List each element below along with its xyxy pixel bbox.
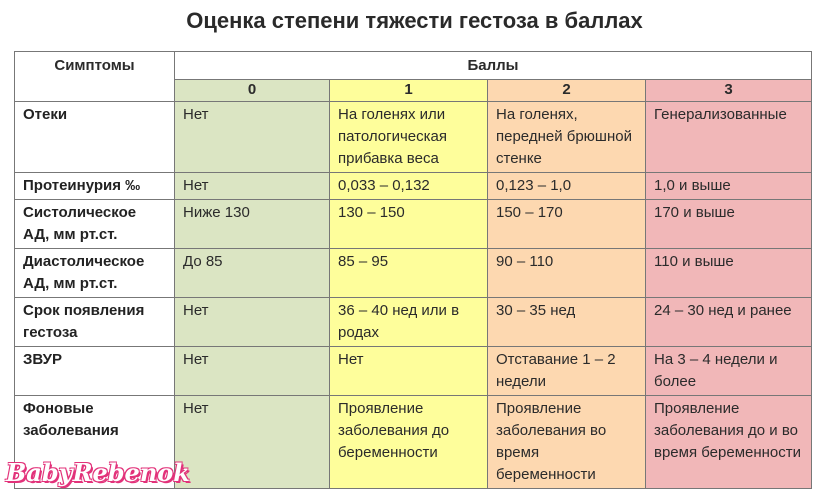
score-3-cell: 170 и выше — [646, 200, 812, 249]
watermark-logo: BabyRebenok — [6, 458, 190, 487]
score-0-cell: Ниже 130 — [175, 200, 330, 249]
header-level-1: 1 — [330, 80, 488, 102]
score-1-cell: Нет — [330, 347, 488, 396]
score-3-cell: 110 и выше — [646, 249, 812, 298]
table-row — [15, 200, 812, 249]
score-3-cell: Проявление заболевания до и во время беременности — [646, 396, 812, 489]
table-row — [15, 102, 812, 173]
score-1-cell: 0,033 – 0,132 — [330, 173, 488, 200]
table-row — [15, 298, 812, 347]
score-0-cell: Нет — [175, 298, 330, 347]
score-2-cell: 30 – 35 нед — [488, 298, 646, 347]
symptom-cell: Диастолическое АД, мм рт.ст. — [15, 249, 175, 298]
score-1-cell: На голенях или патологическая прибавка веса — [330, 102, 488, 173]
score-0-cell: Нет — [175, 396, 330, 489]
score-2-cell: 150 – 170 — [488, 200, 646, 249]
score-2-cell: Отставание 1 – 2 недели — [488, 347, 646, 396]
header-symptoms: Симптомы — [15, 52, 175, 102]
score-3-cell: 24 – 30 нед и ранее — [646, 298, 812, 347]
score-3-cell: На 3 – 4 недели и более — [646, 347, 812, 396]
score-2-cell: На голенях, передней брюшной стенке — [488, 102, 646, 173]
header-level-2: 2 — [488, 80, 646, 102]
header-level-0: 0 — [175, 80, 330, 102]
score-2-cell: 0,123 – 1,0 — [488, 173, 646, 200]
score-3-cell: 1,0 и выше — [646, 173, 812, 200]
score-1-cell: Проявление заболевания до беременности — [330, 396, 488, 489]
score-2-cell: 90 – 110 — [488, 249, 646, 298]
score-3-cell: Генерализованные — [646, 102, 812, 173]
score-0-cell: Нет — [175, 347, 330, 396]
page-title: Оценка степени тяжести гестоза в баллах — [186, 8, 643, 33]
symptom-cell: Систолическое АД, мм рт.ст. — [15, 200, 175, 249]
score-2-cell: Проявление заболевания во время беременности — [488, 396, 646, 489]
header-level-3: 3 — [646, 80, 812, 102]
score-0-cell: Нет — [175, 173, 330, 200]
symptom-cell: Протеинурия ‰ — [15, 173, 175, 200]
gestosis-score-table — [14, 51, 812, 489]
symptom-cell: Фоновые заболевания — [15, 396, 175, 489]
symptom-cell: Срок появления гестоза — [15, 298, 175, 347]
score-1-cell: 85 – 95 — [330, 249, 488, 298]
score-0-cell: Нет — [175, 102, 330, 173]
table-row — [15, 347, 812, 396]
header-score: Баллы — [175, 52, 812, 80]
score-1-cell: 36 – 40 нед или в родах — [330, 298, 488, 347]
table-row — [15, 249, 812, 298]
score-0-cell: До 85 — [175, 249, 330, 298]
symptom-cell: ЗВУР — [15, 347, 175, 396]
table-row — [15, 173, 812, 200]
score-1-cell: 130 – 150 — [330, 200, 488, 249]
symptom-cell: Отеки — [15, 102, 175, 173]
